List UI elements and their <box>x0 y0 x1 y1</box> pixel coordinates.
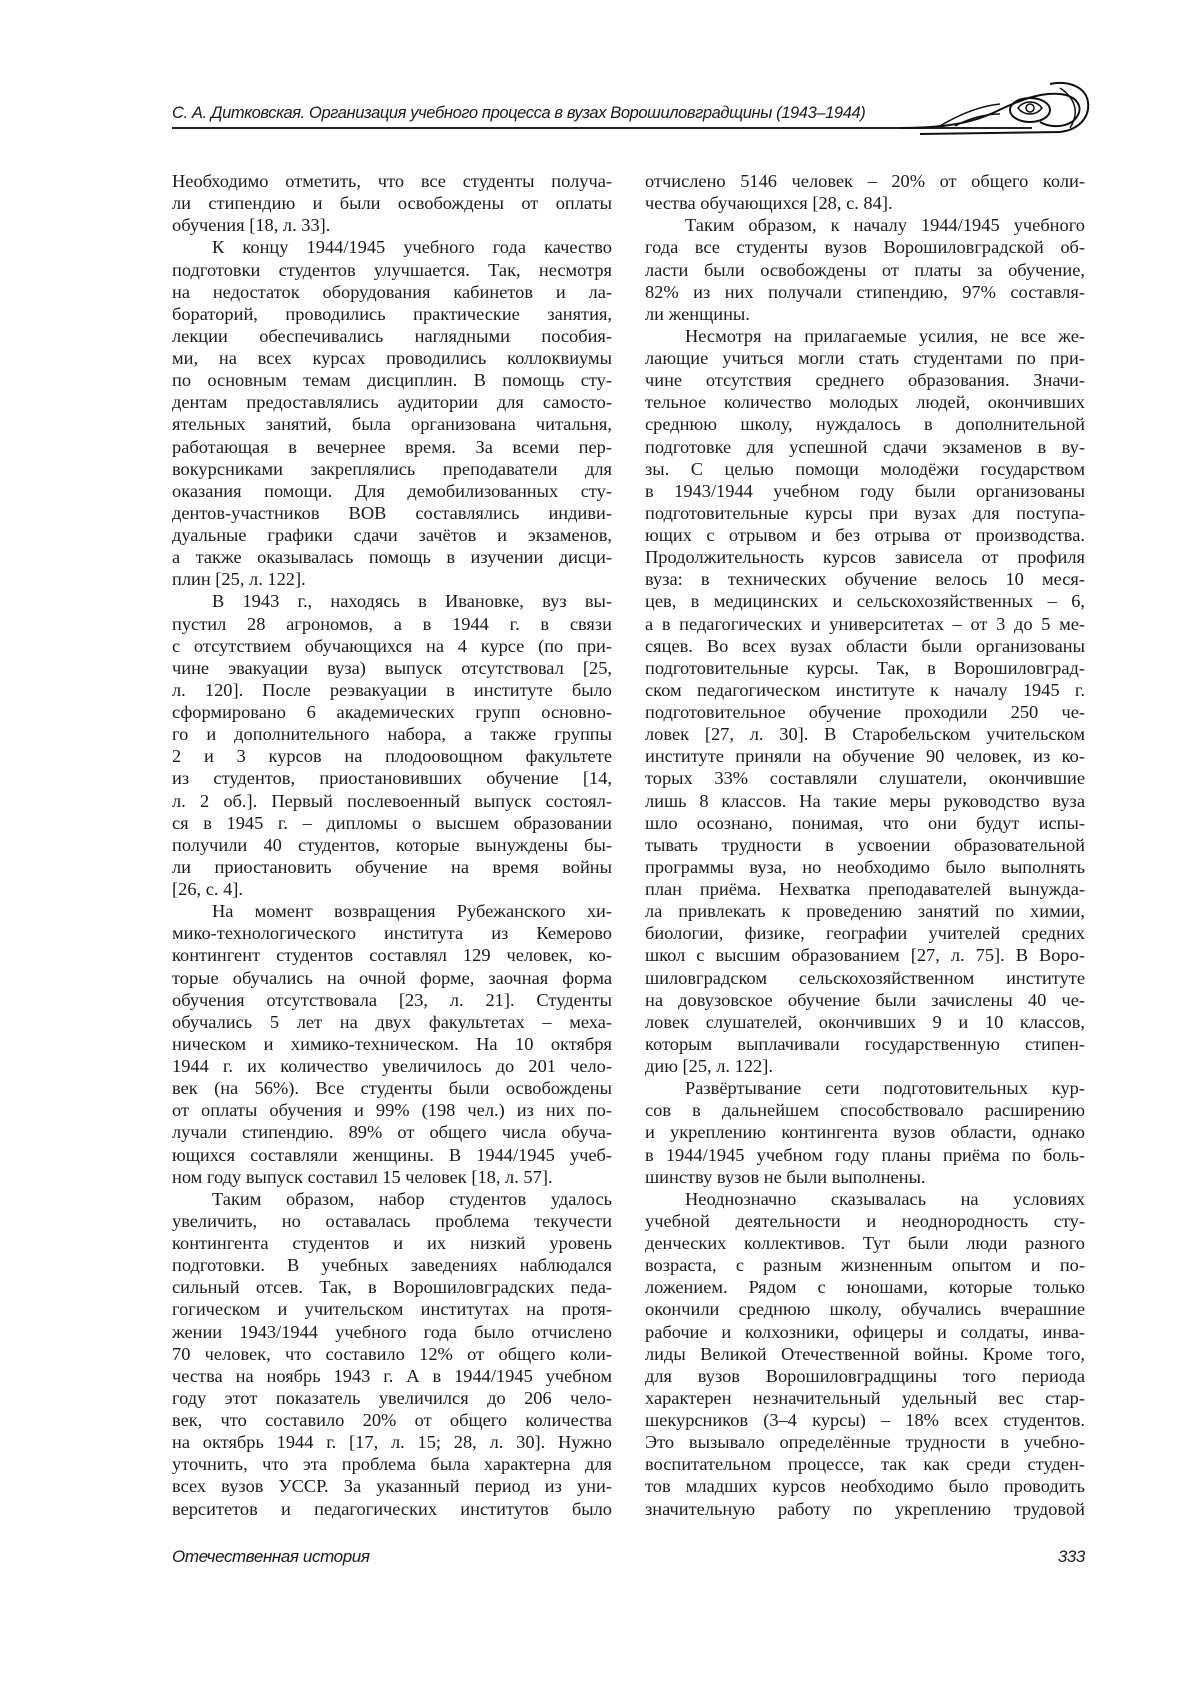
text-line: работающая в вечернее время. За всеми пер- <box>172 436 612 458</box>
text-line: ловек [27, л. 30]. В Старобельском учительском <box>645 723 1085 745</box>
text-line: жении 1943/1944 учебного года было отчислено <box>172 1321 612 1343</box>
page-number: 333 <box>1058 1547 1085 1567</box>
text-line: лучали стипендию. 89% от общего числа обуча- <box>172 1121 612 1143</box>
text-line: Неоднозначно сказывалась на условиях <box>645 1188 1085 1210</box>
text-line: подготовки студентов улучшается. Так, несмотря <box>172 259 612 281</box>
text-line: Несмотря на прилагаемые усилия, не все же- <box>645 325 1085 347</box>
text-line: на недостаток оборудования кабинетов и ла- <box>172 281 612 303</box>
text-line: с отсутствием обучающихся на 4 курсе (по при- <box>172 635 612 657</box>
text-line: лишь 8 классов. На такие меры руководство вуза <box>645 790 1085 812</box>
text-line: дуальные графики сдачи зачётов и экзаменов, <box>172 524 612 546</box>
text-line: отчислено 5146 человек – 20% от общего коли- <box>645 170 1085 192</box>
paragraph <box>172 236 612 590</box>
text-line: шиловградском сельскохозяйственном институте <box>645 967 1085 989</box>
journal-name: Отечественная история <box>172 1547 370 1567</box>
text-line: ласти были освобождены от платы за обучение, <box>645 259 1085 281</box>
text-line: сов в дальнейшем способствовало расширению <box>645 1099 1085 1121</box>
text-line: Таким образом, набор студентов удалось <box>172 1188 612 1210</box>
text-line: от оплаты обучения и 99% (198 чел.) из них по- <box>172 1099 612 1121</box>
text-line: Необходимо отметить, что все студенты получа- <box>172 170 612 192</box>
text-line: ся в 1945 г. – дипломы о высшем образовании <box>172 812 612 834</box>
text-line: ложением. Рядом с юношами, которые только <box>645 1276 1085 1298</box>
text-line: года все студенты вузов Ворошиловградской об- <box>645 236 1085 258</box>
text-line: лекции обеспечивались наглядными пособия- <box>172 325 612 347</box>
text-line: плин [25, л. 122]. <box>172 568 612 590</box>
text-line: шекурсников (3–4 курсы) – 18% всех студентов. <box>645 1409 1085 1431</box>
text-line: для вузов Ворошиловградщины того периода <box>645 1365 1085 1387</box>
text-line: век, что составило 20% от общего количества <box>172 1409 612 1431</box>
text-line: вокурсниками закреплялись преподаватели для <box>172 458 612 480</box>
text-line: увеличить, но оставалась проблема текучести <box>172 1210 612 1232</box>
text-line: чества на ноябрь 1943 г. А в 1944/1945 учебном <box>172 1365 612 1387</box>
text-line: тывать трудности в усвоении образовательной <box>645 834 1085 856</box>
text-line: контингент студентов составлял 129 человек, ко- <box>172 944 612 966</box>
text-line: подготовительные курсы при вузах для поступа- <box>645 502 1085 524</box>
text-line: контингента студентов и их низкий уровень <box>172 1232 612 1254</box>
text-line: На момент возвращения Рубежанского хи- <box>172 900 612 922</box>
text-line: ющихся составляли женщины. В 1944/1945 учеб- <box>172 1144 612 1166</box>
text-line: торых 33% составляли слушатели, окончившие <box>645 767 1085 789</box>
text-line: шинству вузов не были выполнены. <box>645 1166 1085 1188</box>
text-line: школ с высшим образованием [27, л. 75]. В Воро- <box>645 944 1085 966</box>
text-line: Это вызывало определённые трудности в учебно- <box>645 1431 1085 1453</box>
text-line: обучения отсутствовала [23, л. 21]. Студенты <box>172 989 612 1011</box>
text-line: на довузовское обучение были зачислены 40 че- <box>645 989 1085 1011</box>
text-line: ли приостановить обучение на время войны <box>172 856 612 878</box>
text-line: дентов-участников ВОВ составлялись индиви- <box>172 502 612 524</box>
paragraph <box>172 1188 612 1520</box>
text-line: мико-технологического института из Кемерово <box>172 922 612 944</box>
text-line: и укреплению контингента вузов области, однако <box>645 1121 1085 1143</box>
text-line: чества обучающихся [28, с. 84]. <box>645 192 1085 214</box>
text-line: дию [25, л. 122]. <box>645 1055 1085 1077</box>
running-header: С. А. Дитковская. Организация учебного процесса в вузах Ворошиловградщины (1943–1944) <box>172 104 872 123</box>
text-line: л. 120]. После реэвакуации в институте было <box>172 679 612 701</box>
paragraph <box>172 900 612 1188</box>
text-line: ли женщины. <box>645 303 1085 325</box>
text-line: ловек слушателей, окончивших 9 и 10 классов, <box>645 1011 1085 1033</box>
text-line: сяцев. Во всех вузах области были организованы <box>645 635 1085 657</box>
text-line: подготовке для успешной сдачи экзаменов в ву- <box>645 436 1085 458</box>
text-line: подготовительные курсы. Так, в Ворошиловград- <box>645 657 1085 679</box>
paragraph <box>645 1188 1085 1520</box>
text-line: воспитательном процессе, так как среди студен- <box>645 1453 1085 1475</box>
text-line: значительную работу по укреплению трудовой <box>645 1498 1085 1520</box>
ornament-icon <box>900 78 1090 136</box>
text-line: которым выплачивали государственную стипен- <box>645 1033 1085 1055</box>
paragraph <box>172 590 612 900</box>
text-line: сформировано 6 академических групп основно- <box>172 701 612 723</box>
text-line: зы. С целью помощи молодёжи государством <box>645 458 1085 480</box>
text-line: 82% из них получали стипендию, 97% составля- <box>645 281 1085 303</box>
text-line: В 1943 г., находясь в Ивановке, вуз вы- <box>172 590 612 612</box>
text-line: институте приняли на обучение 90 человек, из ко- <box>645 745 1085 767</box>
text-line: обучались 5 лет на двух факультетах – меха- <box>172 1011 612 1033</box>
text-line: цев, в медицинских и сельскохозяйственных – 6, <box>645 590 1085 612</box>
text-line: получили 40 студентов, которые вынуждены бы- <box>172 834 612 856</box>
text-line: ми, на всех курсах проводились коллоквиумы <box>172 347 612 369</box>
text-line: 2 и 3 курсов на плодоовощном факультете <box>172 745 612 767</box>
paragraph <box>645 325 1085 1077</box>
text-line: подготовительное обучение проходили 250 че- <box>645 701 1085 723</box>
paragraph <box>645 1077 1085 1188</box>
text-line: окончили среднюю школу, обучались вчерашние <box>645 1298 1085 1320</box>
text-line: пустил 28 агрономов, а в 1944 г. в связи <box>172 613 612 635</box>
text-line: Таким образом, к началу 1944/1945 учебного <box>645 214 1085 236</box>
text-line: программы вуза, но необходимо было выполнять <box>645 856 1085 878</box>
text-line: а в педагогических и университетах – от 3 до 5 ме- <box>645 613 1085 635</box>
paragraph <box>645 214 1085 325</box>
text-line: план приёма. Нехватка преподавателей вынужда- <box>645 878 1085 900</box>
text-line: 1944 г. их количество увеличилось до 201 чело- <box>172 1055 612 1077</box>
text-line: верситетов и педагогических институтов было <box>172 1498 612 1520</box>
text-line: ном году выпуск составил 15 человек [18, л. 57]. <box>172 1166 612 1188</box>
text-line: денческих коллективов. Тут были люди разного <box>645 1232 1085 1254</box>
text-line: а также оказывалась помощь в изучении дисци- <box>172 546 612 568</box>
text-line: уточнить, что эта проблема была характерна для <box>172 1453 612 1475</box>
text-line: [26, с. 4]. <box>172 878 612 900</box>
text-line: ла привлекать к проведению занятий по химии, <box>645 900 1085 922</box>
text-line: 70 человек, что составило 12% от общего коли- <box>172 1343 612 1365</box>
article-column-right <box>645 170 1085 1520</box>
text-line: ятельных занятий, была организована читальня, <box>172 413 612 435</box>
text-line: ющих с отрывом и без отрыва от производства. <box>645 524 1085 546</box>
text-line: дентам предоставлялись аудитории для самосто- <box>172 391 612 413</box>
text-line: чине эвакуации вуза) выпуск отсутствовал [25, <box>172 657 612 679</box>
text-line: век (на 56%). Все студенты были освобождены <box>172 1077 612 1099</box>
text-line: вуза: в технических обучение велось 10 меся- <box>645 568 1085 590</box>
text-line: тельное количество молодых людей, окончивших <box>645 391 1085 413</box>
text-line: по основным темам дисциплин. В помощь сту- <box>172 369 612 391</box>
text-line: учебной деятельности и неоднородность сту- <box>645 1210 1085 1232</box>
text-line: шло осознано, понимая, что они будут испы- <box>645 812 1085 834</box>
text-line: в 1943/1944 учебном году были организованы <box>645 480 1085 502</box>
text-line: на октябрь 1944 г. [17, л. 15; 28, л. 30]. Нужно <box>172 1431 612 1453</box>
text-line: гогическом и учительском институтах на протя- <box>172 1298 612 1320</box>
text-line: биологии, физике, географии учителей средних <box>645 922 1085 944</box>
text-line: ли стипендию и были освобождены от оплаты <box>172 192 612 214</box>
text-line: подготовки. В учебных заведениях наблюдался <box>172 1254 612 1276</box>
text-line: году этот показатель увеличился до 206 чело- <box>172 1387 612 1409</box>
text-line: ском педагогическом институте к началу 1945 г. <box>645 679 1085 701</box>
text-line: сильный отсев. Так, в Ворошиловградских педа- <box>172 1276 612 1298</box>
text-line: тов младших курсов необходимо было проводить <box>645 1475 1085 1497</box>
text-line: лающие учиться могли стать студентами по при- <box>645 347 1085 369</box>
article-column-left <box>172 170 612 1520</box>
text-line: Развёртывание сети подготовительных кур- <box>645 1077 1085 1099</box>
text-line: К концу 1944/1945 учебного года качество <box>172 236 612 258</box>
text-line: характерен незначительный удельный вес стар- <box>645 1387 1085 1409</box>
text-line: оказания помощи. Для демобилизованных сту- <box>172 480 612 502</box>
text-line: из студентов, приостановивших обучение [14, <box>172 767 612 789</box>
paragraph <box>172 170 612 236</box>
text-line: торые обучались на очной форме, заочная форма <box>172 967 612 989</box>
text-line: бораторий, проводились практические занятия, <box>172 303 612 325</box>
text-line: в 1944/1945 учебном году планы приёма по боль- <box>645 1144 1085 1166</box>
text-line: ническом и химико-техническом. На 10 октября <box>172 1033 612 1055</box>
text-line: чине отсутствия среднего образования. Значи- <box>645 369 1085 391</box>
text-line: рабочие и колхозники, офицеры и солдаты, инва- <box>645 1321 1085 1343</box>
paragraph <box>645 170 1085 214</box>
text-line: Продолжительность курсов зависела от профиля <box>645 546 1085 568</box>
text-line: возраста, с разным жизненным опытом и по- <box>645 1254 1085 1276</box>
text-line: го и дополнительного набора, а также группы <box>172 723 612 745</box>
text-line: обучения [18, л. 33]. <box>172 214 612 236</box>
text-line: среднюю школу, нуждалось в дополнительной <box>645 413 1085 435</box>
text-line: лиды Великой Отечественной войны. Кроме того, <box>645 1343 1085 1365</box>
text-line: л. 2 об.]. Первый послевоенный выпуск состоял- <box>172 790 612 812</box>
text-line: всех вузов УССР. За указанный период из уни- <box>172 1475 612 1497</box>
